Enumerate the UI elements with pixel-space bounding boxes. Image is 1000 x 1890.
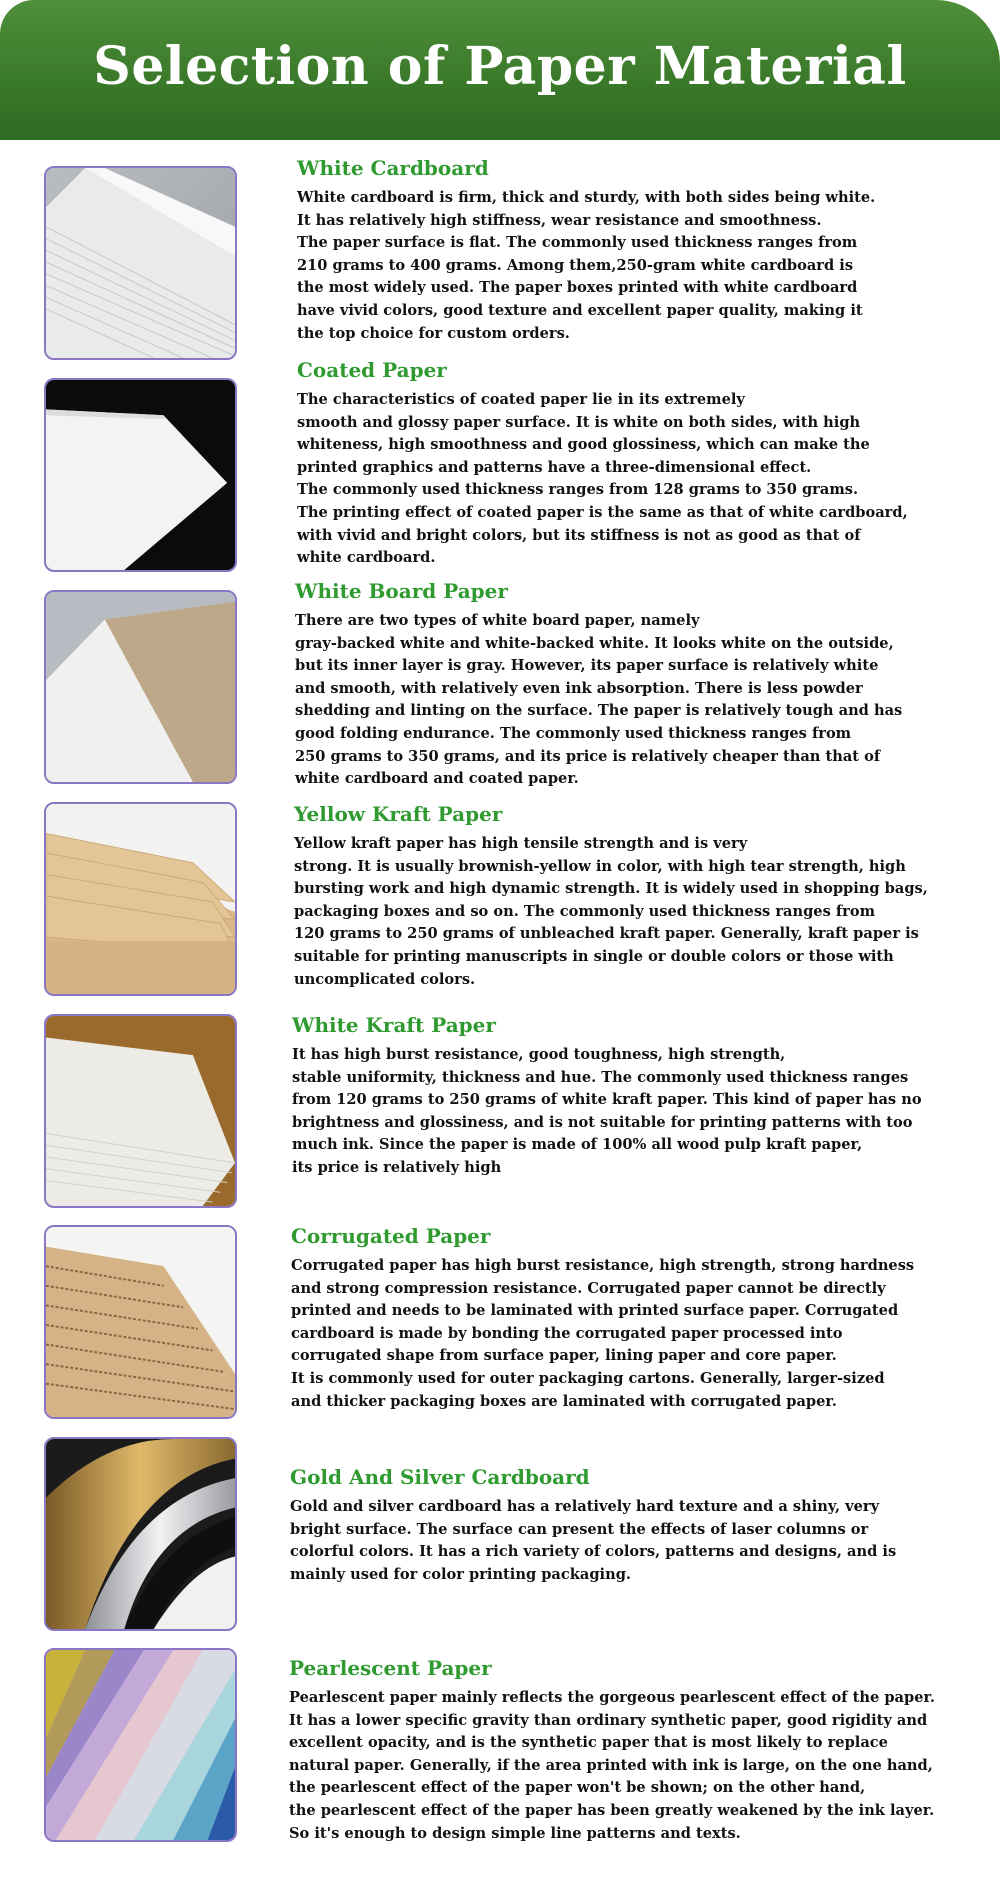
body-line: much ink. Since the paper is made of 100% all wood pulp kraft paper, (292, 1136, 863, 1154)
page-title: Selection of Paper Material (93, 35, 907, 97)
body-line: White cardboard is firm, thick and sturdy, with both sides being white. (297, 189, 876, 206)
gold-silver-cardboard-image (44, 1437, 237, 1631)
body-line: So it's enough to design simple line patterns and texts. (289, 1824, 741, 1842)
section-title: Gold And Silver Cardboard (290, 1465, 590, 1489)
white-cardboard-text (297, 155, 875, 345)
body-line: 250 grams to 350 grams, and its price is relatively cheaper than that of (295, 747, 881, 765)
body-line: white cardboard and coated paper. (295, 770, 579, 788)
body-line: The printing effect of coated paper is the same as that of white cardboard, (297, 503, 908, 521)
body-line: 120 grams to 250 grams of unbleached kraft paper. Generally, kraft paper is (294, 925, 919, 943)
body-line: mainly used for color printing packaging. (290, 1565, 631, 1583)
body-line: have vivid colors, good texture and excellent paper quality, making it (297, 301, 863, 319)
white-cardboard-image (44, 166, 237, 360)
white-kraft-paper-image (44, 1014, 237, 1208)
body-line: stable uniformity, thickness and hue. The commonly used thickness ranges (292, 1068, 909, 1086)
body-line: whiteness, high smoothness and good glossiness, which can make the (297, 436, 870, 454)
yellow-kraft-paper-image (44, 802, 237, 996)
body-line: but its inner layer is gray. However, its paper surface is relatively white (295, 657, 879, 675)
corrugated-paper-text (291, 1223, 914, 1413)
body-line: cardboard is made by bonding the corrugated paper processed into (291, 1324, 843, 1342)
body-line: the most widely used. The paper boxes printed with white cardboard (297, 279, 858, 297)
body-line: The paper surface is flat. The commonly used thickness ranges from (297, 234, 858, 252)
section-body (295, 610, 902, 791)
body-line: There are two types of white board paper, namely (295, 612, 700, 629)
body-line: smooth and glossy paper surface. It is white on both sides, with high (297, 413, 861, 431)
section-body (290, 1496, 896, 1586)
body-line: the top choice for custom orders. (297, 324, 570, 342)
body-line: the pearlescent effect of the paper won't be shown; on the other hand, (289, 1779, 866, 1797)
body-line: good folding endurance. The commonly used thickness ranges from (295, 724, 852, 742)
body-line: and thicker packaging boxes are laminated with corrugated paper. (291, 1392, 837, 1410)
body-line: strong. It is usually brownish-yellow in color, with high tear strength, high (294, 857, 906, 875)
body-line: corrugated shape from surface paper, lining paper and core paper. (291, 1347, 837, 1365)
gold-silver-cardboard-text (290, 1464, 896, 1586)
body-line: bright surface. The surface can present the effects of laser columns or (290, 1520, 869, 1538)
body-line: colorful colors. It has a rich variety of colors, patterns and designs, and is (290, 1543, 897, 1561)
body-line: Yellow kraft paper has high tensile strength and is very (294, 835, 748, 852)
body-line: white cardboard. (297, 549, 436, 567)
body-line: excellent opacity, and is the synthetic paper that is most likely to replace (289, 1734, 888, 1752)
body-line: It has relatively high stiffness, wear resistance and smoothness. (297, 211, 822, 229)
body-line: It has high burst resistance, good toughness, high strength, (292, 1046, 786, 1063)
section-title: White Board Paper (295, 579, 508, 603)
body-line: the pearlescent effect of the paper has been greatly weakened by the ink layer. (289, 1801, 935, 1819)
body-line: its price is relatively high (292, 1158, 502, 1176)
white-board-paper-image (44, 590, 237, 784)
body-line: and smooth, with relatively even ink absorption. There is less powder (295, 679, 863, 697)
body-line: from 120 grams to 250 grams of white kraft paper. This kind of paper has no (292, 1091, 922, 1109)
section-title: Corrugated Paper (291, 1224, 491, 1248)
body-line: packaging boxes and so on. The commonly used thickness ranges from (294, 902, 876, 920)
section-title: Pearlescent Paper (289, 1656, 492, 1680)
corrugated-paper-image (44, 1225, 237, 1419)
body-line: printed and needs to be laminated with printed surface paper. Corrugated (291, 1302, 899, 1320)
section-title: White Kraft Paper (292, 1013, 496, 1037)
body-line: with vivid and bright colors, but its stiffness is not as good as that of (297, 526, 861, 544)
section-body (294, 833, 928, 991)
pearlescent-paper-image (44, 1648, 237, 1842)
white-kraft-paper-text (292, 1012, 922, 1180)
body-line: printed graphics and patterns have a three-dimensional effect. (297, 458, 812, 476)
body-line: gray-backed white and white-backed white. It looks white on the outside, (295, 634, 894, 652)
body-line: Corrugated paper has high burst resistance, high strength, strong hardness (291, 1257, 915, 1274)
white-board-paper-text (295, 578, 902, 791)
section-body (291, 1255, 914, 1413)
section-body (292, 1044, 922, 1180)
body-line: 210 grams to 400 grams. Among them,250-gram white cardboard is (297, 256, 854, 274)
body-line: suitable for printing manuscripts in single or double colors or those with (294, 947, 894, 965)
body-line: Gold and silver cardboard has a relatively hard texture and a shiny, very (290, 1498, 880, 1515)
body-line: It is commonly used for outer packaging cartons. Generally, larger-sized (291, 1369, 885, 1387)
section-title: White Cardboard (297, 156, 489, 180)
body-line: The commonly used thickness ranges from 128 grams to 350 grams. (297, 481, 859, 499)
section-body (289, 1687, 935, 1845)
body-line: and strong compression resistance. Corrugated paper cannot be directly (291, 1279, 886, 1297)
coated-paper-text (297, 357, 908, 570)
body-line: natural paper. Generally, if the area printed with ink is large, on the one hand, (289, 1756, 933, 1774)
pearlescent-paper-text (289, 1655, 935, 1845)
coated-paper-image (44, 378, 237, 572)
body-line: The characteristics of coated paper lie in its extremely (297, 391, 745, 408)
body-line: bursting work and high dynamic strength. It is widely used in shopping bags, (294, 880, 928, 898)
yellow-kraft-paper-text (294, 801, 928, 991)
body-line: brightness and glossiness, and is not suitable for printing patterns with too (292, 1113, 913, 1131)
body-line: It has a lower specific gravity than ordinary synthetic paper, good rigidity and (289, 1711, 928, 1729)
body-line: uncomplicated colors. (294, 970, 476, 988)
body-line: Pearlescent paper mainly reflects the gorgeous pearlescent effect of the paper. (289, 1689, 935, 1706)
section-body (297, 389, 908, 570)
section-body (297, 187, 875, 345)
section-title: Yellow Kraft Paper (294, 802, 503, 826)
body-line: shedding and linting on the surface. The paper is relatively tough and has (295, 702, 903, 720)
section-title: Coated Paper (297, 358, 447, 382)
page-header (0, 0, 1000, 140)
